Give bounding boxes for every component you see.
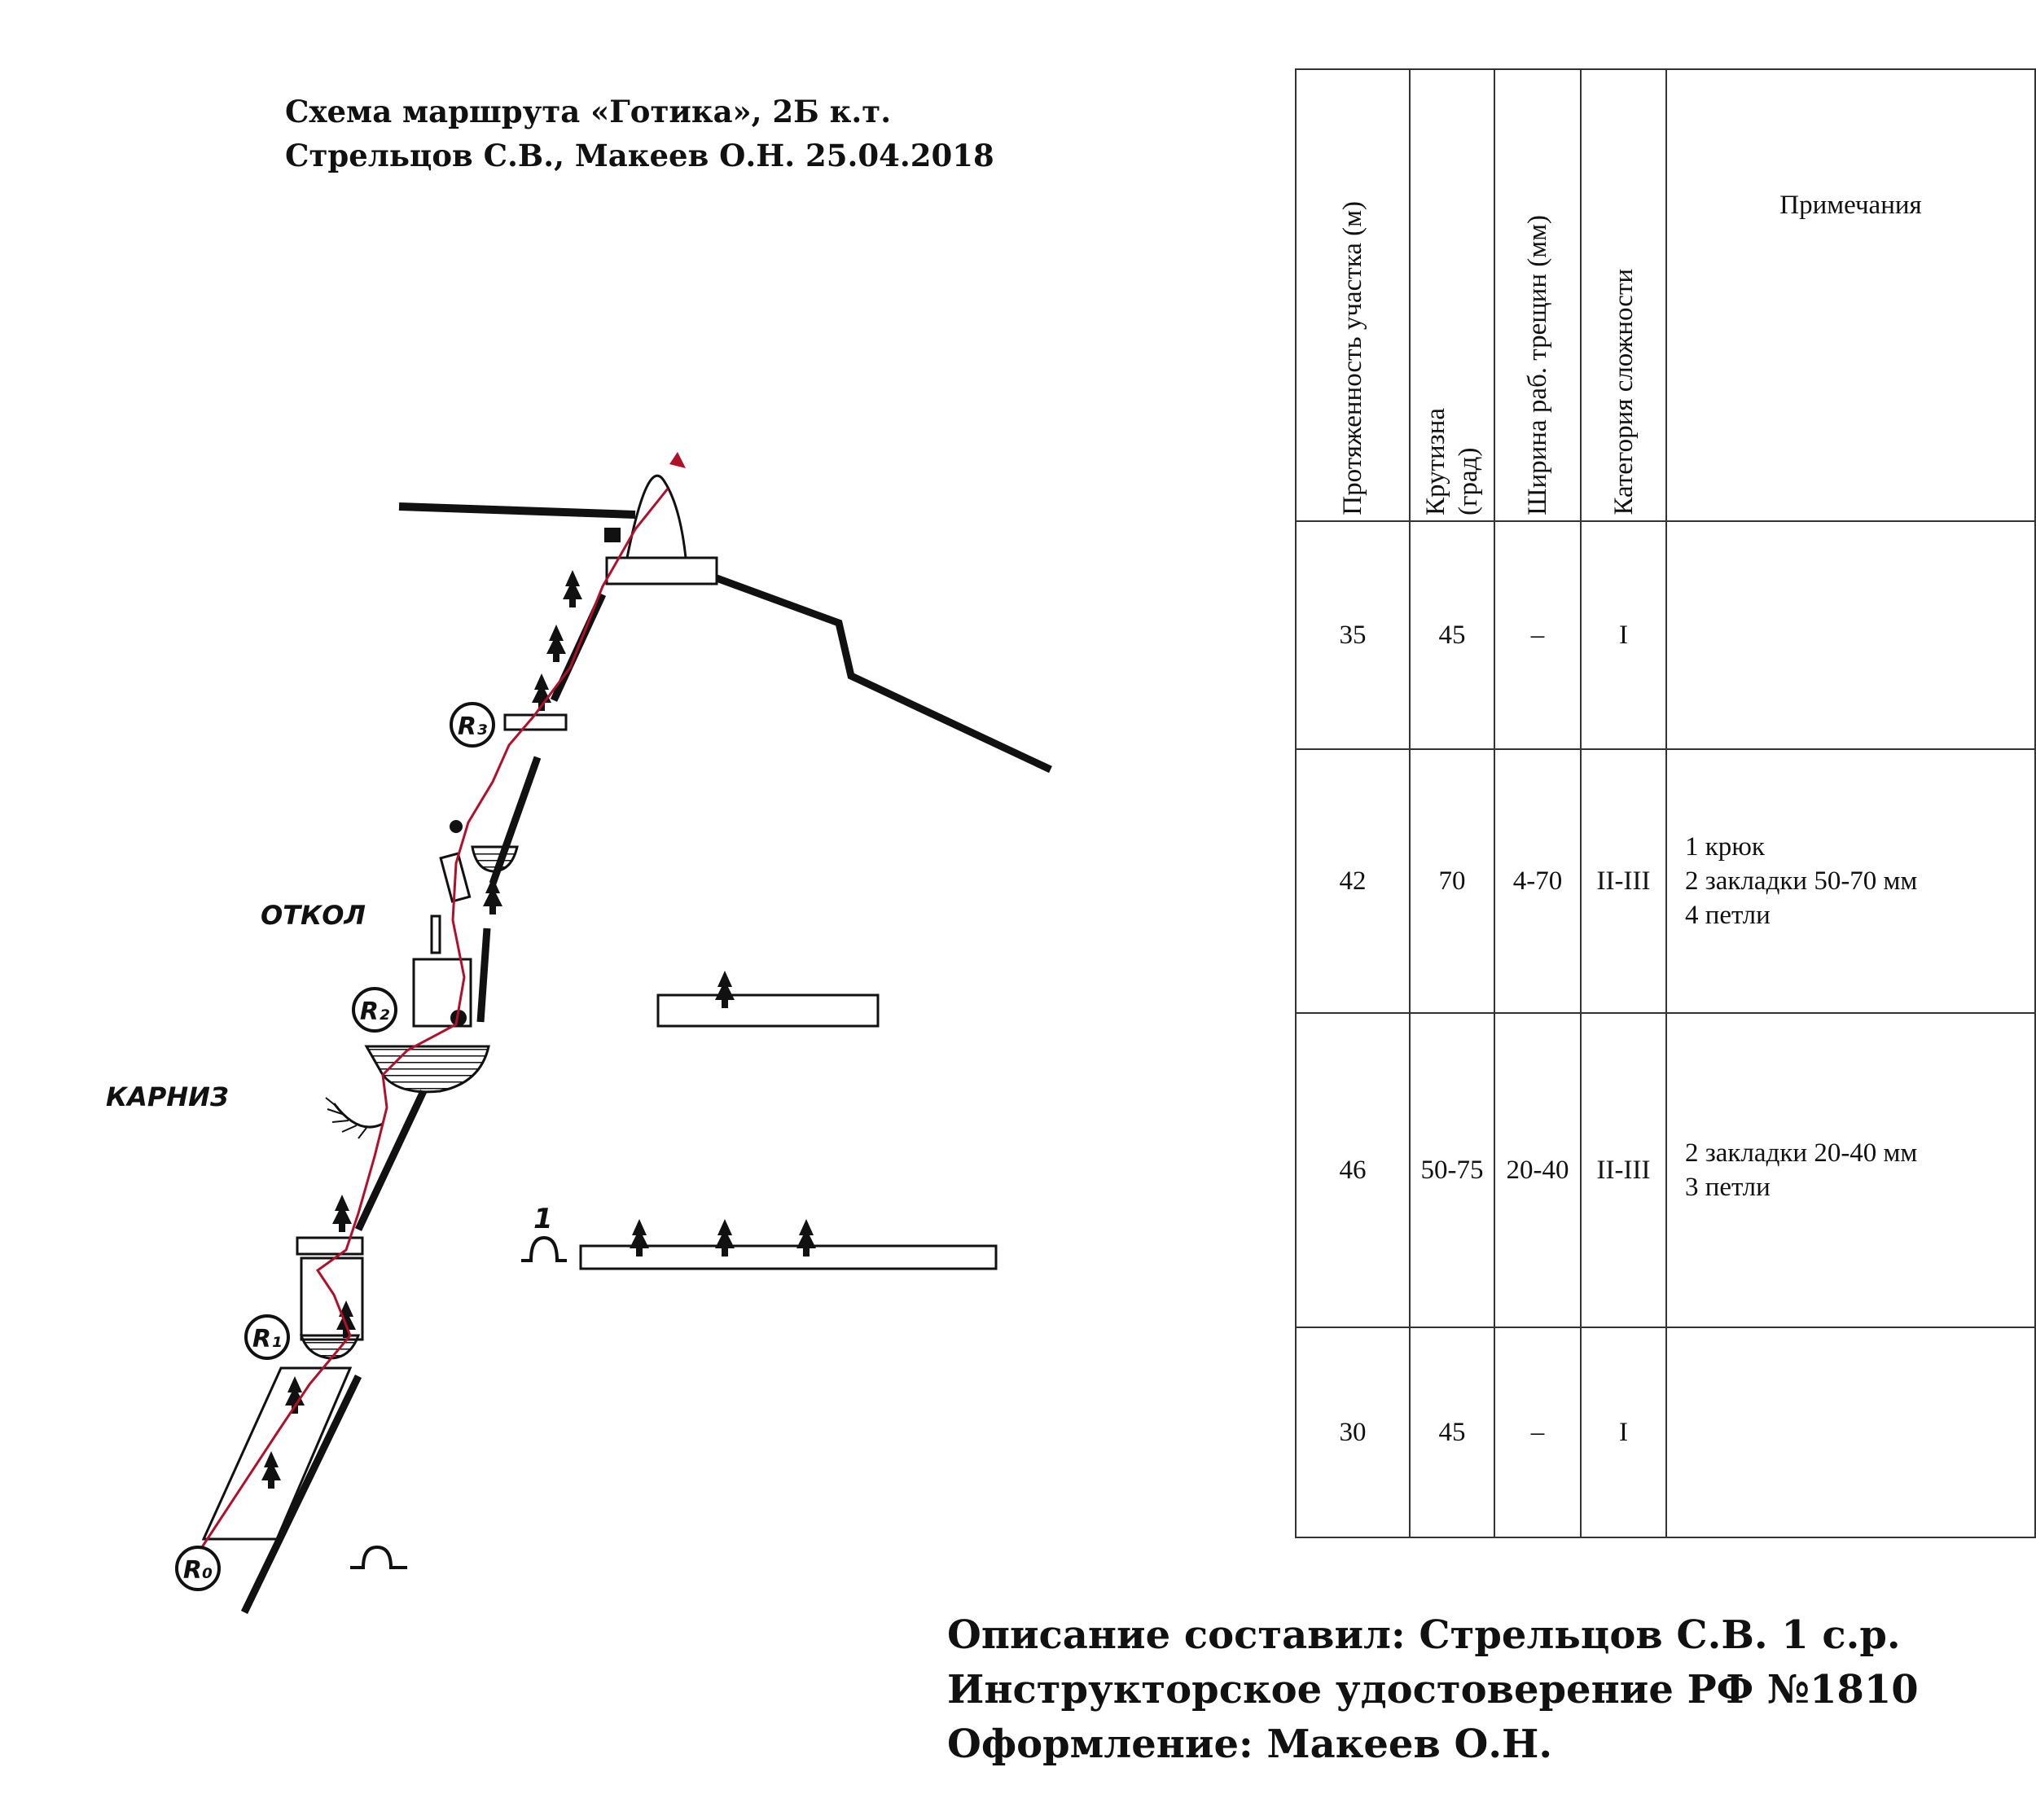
belay-r1-label: R₁ [252,1325,283,1353]
otkol-spike [432,916,440,953]
rock-face-middle [358,1091,423,1230]
tree-icon [630,1219,649,1256]
credits-author: Описание составил: Стрельцов С.В. 1 с.р. [947,1612,1901,1658]
scheme-title: Схема маршрута «Готика», 2Б к.т. [285,94,892,129]
cell-notes [1666,749,2035,1013]
upper-hatch-ledge [472,847,517,871]
belay-r3-label: R₃ [457,713,488,741]
r1-top-ledge [297,1238,362,1254]
cell-length: 35 [1296,521,1410,749]
r3-ledge [505,715,566,730]
rock-face-corner [480,928,487,1022]
belay-r0-label: R₀ [182,1556,213,1585]
summit-block [607,558,717,584]
base-loop-icon [350,1547,407,1568]
note-line: 4 петли [1685,901,1771,930]
legend-loop-icon [521,1238,567,1261]
cell-category: II-III [1581,749,1666,1013]
header-crack-width: Ширина раб. трещин (мм) [1494,69,1581,521]
summit-flag-icon [669,452,686,468]
tree-icon [483,877,502,914]
cell-crack-width: 4-70 [1494,749,1581,1013]
cell-crack-width: 20-40 [1494,1013,1581,1327]
header-category: Категория сложности [1581,69,1666,521]
summit-pinnacle [627,476,686,558]
cell-length: 42 [1296,749,1410,1013]
credits-certificate: Инструкторское удостоверение РФ №1810 [947,1667,1919,1713]
otkol-label: ОТКОЛ [261,900,366,931]
table-row [1296,1013,2035,1327]
tree-icon [261,1451,281,1489]
cell-category: I [1581,1327,1666,1537]
table-row [1296,1327,2035,1537]
r1-hatch-ledge [301,1335,358,1358]
note-line: 1 крюк [1685,832,1765,862]
cell-length: 30 [1296,1327,1410,1537]
scheme-authors-date: Стрельцов С.В., Макеев О.Н. 25.04.2018 [285,138,994,173]
header-notes: Примечания [1666,69,2035,521]
legend-ledge-with-tree [658,971,878,1026]
legend-number: 1 [533,1203,553,1235]
karniz-label: КАРНИЗ [106,1081,229,1112]
cell-notes [1666,1013,2035,1327]
cell-crack-width: – [1494,521,1581,749]
cell-category: II-III [1581,1013,1666,1327]
table-row [1296,749,2035,1013]
legend-ledge-with-trees [581,1219,996,1269]
karniz-lower-hatch [334,1103,383,1127]
tree-icon [715,1219,735,1256]
summit-plateau-line [399,507,635,515]
cell-length: 46 [1296,1013,1410,1327]
credits-block [947,1608,1919,1772]
note-line: 2 закладки 50-70 мм [1685,866,1918,896]
header-steepness: Крутизна (град) [1410,69,1494,521]
cell-notes [1666,521,2035,749]
table-header-row [1296,69,2035,521]
cell-steepness: 70 [1410,749,1494,1013]
cell-category: I [1581,521,1666,749]
cell-steepness: 50-75 [1410,1013,1494,1327]
header-length: Протяженность участка (м) [1296,69,1410,521]
tree-icon [563,570,582,607]
tree-icon [715,971,735,1008]
belay-r2-label: R₂ [359,998,390,1026]
cell-steepness: 45 [1410,521,1494,749]
note-line: 3 петли [1685,1173,1771,1202]
cell-notes [1666,1327,2035,1537]
tree-icon [332,1195,352,1232]
summit-cairn [604,528,621,542]
note-line: 2 закладки 20-40 мм [1685,1138,1918,1168]
route-description-table [1295,68,2036,1538]
cell-steepness: 45 [1410,1327,1494,1537]
anchor-tree-icon [450,820,467,1026]
tree-icon [796,1219,816,1256]
credits-design: Оформление: Макеев О.Н. [947,1721,1553,1767]
descent-ridge [717,578,1051,770]
cell-crack-width: – [1494,1327,1581,1537]
table-row [1296,521,2035,749]
tree-icon [546,625,566,662]
